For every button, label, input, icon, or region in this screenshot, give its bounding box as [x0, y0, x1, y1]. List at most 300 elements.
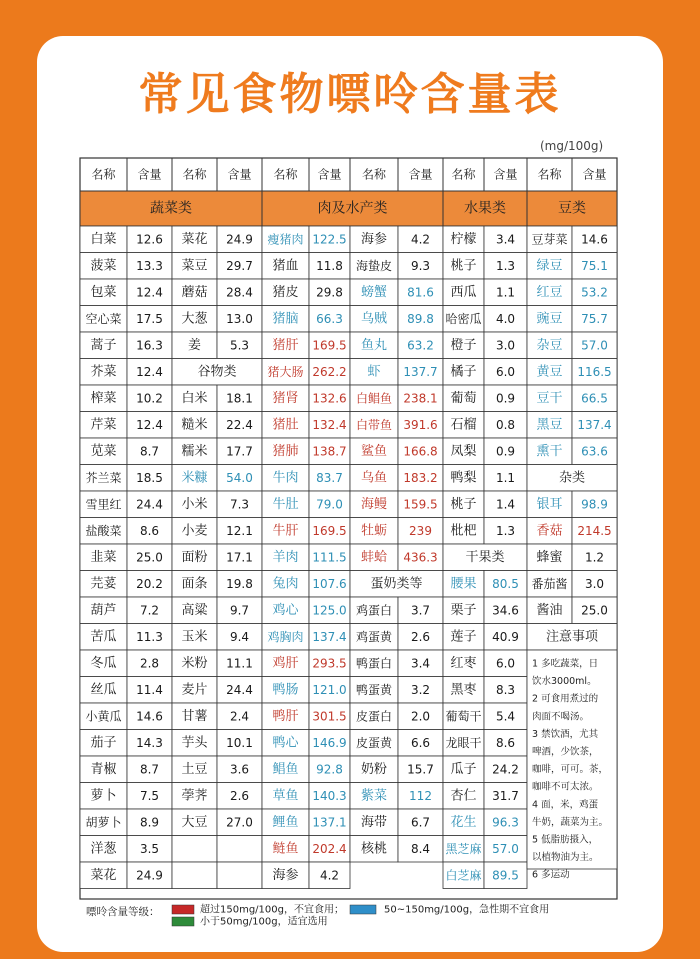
- nut-value: 80.5: [492, 576, 519, 591]
- sea-value: 4.2: [410, 232, 431, 247]
- veg-value: 13.3: [136, 258, 163, 273]
- category-fruit-label: 水果类: [464, 200, 506, 217]
- meat-value: 92.8: [316, 762, 343, 777]
- grain-value: 7.3: [229, 497, 250, 512]
- meat-food: 猪血: [272, 258, 299, 274]
- header-name: 名称: [537, 167, 562, 182]
- nut-value: 8.6: [495, 735, 516, 750]
- nut-value: 96.3: [492, 815, 519, 830]
- veg2-food: 大葱: [181, 311, 208, 327]
- egg-food: 鸭蛋白: [355, 656, 393, 671]
- note-line: 6 多运动: [532, 869, 570, 881]
- sea-value: 238.1: [403, 391, 438, 406]
- grain-name-cell: [172, 862, 217, 889]
- egg-value: 3.2: [410, 682, 431, 697]
- veg-value: 17.5: [136, 311, 163, 326]
- grain-food: 米粉: [181, 655, 208, 671]
- veg2-value: 5.3: [229, 338, 250, 353]
- meat-food: 鲳鱼: [272, 761, 299, 777]
- category-grain-label: 谷物类: [197, 364, 237, 380]
- note-line: 2 可食用煮过的: [532, 693, 599, 705]
- sea-food: 海蛰皮: [355, 258, 393, 273]
- veg-food: 芫荽: [90, 576, 117, 592]
- veg-food: 榨菜: [90, 390, 117, 406]
- note-line: 以植物油为主。: [532, 852, 599, 864]
- grain-value: 12.1: [226, 523, 253, 538]
- veg-value: 12.4: [136, 364, 163, 379]
- nut-value: 40.9: [492, 629, 519, 644]
- meat-food: 草鱼: [272, 788, 299, 804]
- meat-value: 293.5: [312, 656, 347, 671]
- grain-value: 54.0: [226, 470, 253, 485]
- meat-value: 140.3: [312, 788, 347, 803]
- veg-food: 包菜: [90, 284, 117, 300]
- note-line: 4 面，米，鸡蛋: [532, 799, 599, 811]
- meat-value: 121.0: [312, 682, 347, 697]
- nut-value: 34.6: [492, 603, 519, 618]
- misc-value: 25.0: [581, 603, 608, 618]
- legend-green-text: 小于50mg/100g，适宜选用: [200, 916, 328, 928]
- sea-food: 螃蟹: [360, 284, 388, 300]
- grain-food: 糙米: [181, 417, 208, 433]
- meat-value: 169.5: [312, 523, 347, 538]
- veg2-food: 蘑菇: [181, 284, 208, 300]
- sea-food: 鱼丸: [360, 337, 388, 353]
- meat-value: 137.4: [312, 629, 347, 644]
- grain-food: 面粉: [181, 549, 208, 565]
- header-name: 名称: [91, 167, 116, 182]
- fruit-food: 枇杷: [450, 523, 477, 539]
- veg-food: 韭菜: [90, 549, 117, 565]
- sea-value: 183.2: [403, 470, 438, 485]
- nut-value: 89.5: [492, 868, 519, 883]
- fruit-value: 1.3: [495, 523, 516, 538]
- grain-value: 19.8: [226, 576, 253, 591]
- sea-food: 鲨鱼: [360, 443, 388, 459]
- unit-label: (mg/100g): [540, 139, 604, 153]
- grain-food: 小麦: [181, 523, 208, 539]
- legend-green-swatch: [172, 917, 194, 926]
- header-name: 名称: [182, 167, 207, 182]
- note-line: 饮水3000ml。: [532, 676, 597, 688]
- grain-food: 芋头: [181, 735, 208, 751]
- nut-food: 腰果: [450, 576, 477, 592]
- fruit-food: 凤梨: [450, 443, 477, 459]
- sea-value: 137.7: [403, 364, 438, 379]
- nut-food: 黑枣: [450, 682, 477, 698]
- category-misc-label: 杂类: [558, 470, 586, 486]
- bean-food: 黄豆: [536, 364, 563, 380]
- meat-food: 鸡肝: [272, 655, 299, 671]
- veg-value: 14.3: [136, 735, 163, 750]
- veg-value: 11.3: [136, 629, 163, 644]
- meat-value: 137.1: [312, 815, 347, 830]
- fruit-value: 1.4: [495, 497, 516, 512]
- legend-blue-swatch: [350, 905, 376, 914]
- nut-food: 瓜子: [450, 761, 477, 777]
- category-veg-label: 蔬菜类: [150, 200, 192, 217]
- egg-value: 3.7: [410, 603, 431, 618]
- grain-food: 麦片: [181, 682, 208, 698]
- fruit-value: 1.1: [495, 285, 516, 300]
- meat-value: 11.8: [316, 258, 343, 273]
- veg-value: 2.8: [139, 656, 160, 671]
- meat-food: 牛肉: [272, 470, 299, 486]
- header-name: 名称: [361, 167, 387, 182]
- bean-food: 杂豆: [536, 337, 563, 353]
- veg-food: 盐酸菜: [85, 523, 122, 538]
- nut-food: 栗子: [450, 602, 477, 618]
- meat-food: 鸡胸肉: [267, 629, 304, 644]
- header-amount: 含量: [227, 167, 252, 182]
- veg-value: 7.5: [139, 788, 160, 803]
- veg2-value: 24.9: [226, 232, 253, 247]
- nut-food: 黑芝麻: [445, 841, 482, 856]
- egg-value: 2.6: [410, 629, 431, 644]
- fruit-food: 石榴: [450, 417, 477, 433]
- bean-value: 14.6: [581, 232, 608, 247]
- bean-value: 75.1: [581, 258, 608, 273]
- nut-food: 花生: [450, 814, 477, 830]
- sea-food: 海鳗: [360, 496, 388, 512]
- nut-value: 8.3: [495, 682, 516, 697]
- veg-food: 洋葱: [90, 841, 117, 857]
- meat-value: 202.4: [312, 841, 347, 856]
- fruit-value: 0.9: [495, 391, 516, 406]
- fruit-food: 西瓜: [450, 284, 477, 300]
- egg-food: 鸡蛋黄: [355, 629, 393, 644]
- nut-food: 莲子: [450, 629, 477, 645]
- egg-value: 15.7: [407, 762, 434, 777]
- veg-food: 白菜: [90, 231, 117, 247]
- meat-value: 146.9: [312, 735, 347, 750]
- bean-food: 熏干: [536, 443, 563, 459]
- sea-food: 蚌蛤: [360, 549, 388, 565]
- fruit-food: 桃子: [450, 258, 477, 274]
- grain-value: 10.1: [226, 735, 253, 750]
- grain-food: 甘薯: [181, 708, 208, 724]
- bean-food: 豆干: [536, 390, 563, 406]
- fruit-value: 6.0: [495, 364, 516, 379]
- misc-value: 214.5: [577, 523, 612, 538]
- sea-food: 海参: [360, 231, 388, 247]
- bean-value: 57.0: [581, 338, 608, 353]
- grain-amount-cell: [217, 836, 262, 863]
- veg-value: 20.2: [136, 576, 163, 591]
- grain-food: 小米: [181, 496, 208, 512]
- grain-value: 17.1: [226, 550, 253, 565]
- grain-value: 24.4: [226, 682, 253, 697]
- grain-food: 面条: [181, 576, 208, 592]
- meat-value: 4.2: [319, 868, 340, 883]
- meat-food: 猪肚: [272, 417, 299, 433]
- header-amount: 含量: [408, 167, 433, 182]
- veg-value: 7.2: [139, 603, 160, 618]
- veg-value: 18.5: [136, 470, 163, 485]
- egg-food: 奶粉: [360, 761, 388, 777]
- meat-food: 猪大肠: [267, 364, 304, 379]
- category-bean-label: 豆类: [558, 200, 586, 217]
- note-line: 1 多吃蔬菜，日: [532, 658, 599, 670]
- meat-value: 83.7: [316, 470, 343, 485]
- bean-food: 红豆: [536, 284, 563, 300]
- category-nut-label: 干果类: [465, 549, 505, 565]
- veg-value: 8.7: [139, 444, 160, 459]
- sea-value: 81.6: [407, 285, 434, 300]
- grain-value: 2.4: [229, 709, 250, 724]
- veg-food: 菠菜: [90, 258, 117, 274]
- meat-value: 262.2: [312, 364, 347, 379]
- nut-food: 白芝麻: [445, 868, 482, 883]
- nut-food: 杏仁: [450, 788, 477, 804]
- grain-value: 11.1: [226, 656, 253, 671]
- fruit-value: 3.4: [495, 232, 516, 247]
- meat-value: 66.3: [316, 311, 343, 326]
- meat-food: 羊肉: [272, 549, 299, 565]
- meat-food: 猪脑: [272, 311, 299, 327]
- grain-food: 白米: [181, 390, 208, 406]
- sea-value: 63.2: [407, 338, 434, 353]
- meat-value: 111.5: [312, 550, 347, 565]
- grain-value: 18.1: [226, 391, 253, 406]
- veg2-food: 菜花: [181, 231, 208, 247]
- meat-food: 猪肝: [272, 337, 299, 353]
- veg-value: 8.9: [139, 815, 160, 830]
- egg-food: 海带: [360, 814, 388, 830]
- grain-food: 高粱: [181, 602, 208, 618]
- sea-food: 白带鱼: [355, 417, 393, 432]
- meat-food: 猪肾: [272, 390, 299, 406]
- sea-food: 乌鱼: [360, 470, 388, 486]
- meat-food: 鸡心: [272, 602, 299, 618]
- grain-value: 9.4: [229, 629, 250, 644]
- fruit-food: 柠檬: [450, 231, 477, 247]
- category-meat-label: 肉及水产类: [317, 200, 388, 217]
- grain-food: 荸荠: [181, 788, 208, 804]
- fruit-value: 3.0: [495, 338, 516, 353]
- meat-value: 132.4: [312, 417, 347, 432]
- note-line: 咖啡，可可。茶，: [532, 764, 609, 776]
- veg-food: 雪里红: [85, 497, 122, 512]
- nut-food: 葡萄干: [445, 709, 482, 724]
- egg-food: 紫菜: [360, 788, 388, 804]
- veg-food: 菜花: [90, 867, 117, 883]
- meat-food: 鸭肝: [272, 708, 299, 724]
- misc-food: 番茄酱: [531, 576, 568, 591]
- veg2-value: 28.4: [226, 285, 253, 300]
- meat-food: 牛肝: [272, 523, 299, 539]
- sea-food: 白鲳鱼: [355, 391, 393, 406]
- legend-red-swatch: [172, 905, 194, 914]
- veg-value: 11.4: [136, 682, 163, 697]
- veg-food: 芥菜: [90, 364, 117, 380]
- sea-value: 89.8: [407, 311, 434, 326]
- meat-value: 301.5: [312, 709, 347, 724]
- legend-blue-text: 50~150mg/100g，急性期不宜食用: [384, 904, 550, 916]
- egg-value: 8.4: [410, 841, 431, 856]
- nut-value: 5.4: [495, 709, 516, 724]
- meat-food: 海参: [272, 867, 299, 883]
- veg2-food: 姜: [187, 337, 202, 353]
- veg-food: 青椒: [90, 761, 117, 777]
- meat-value: 79.0: [316, 497, 343, 512]
- header-name: 名称: [451, 167, 476, 182]
- misc-value: 98.9: [581, 497, 608, 512]
- header-name: 名称: [273, 167, 298, 182]
- veg-value: 24.9: [136, 868, 163, 883]
- nut-value: 24.2: [492, 762, 519, 777]
- meat-value: 132.6: [312, 391, 347, 406]
- meat-value: 122.5: [312, 232, 347, 247]
- veg-food: 苋菜: [90, 443, 117, 459]
- note-line: 啤酒，少饮茶，: [532, 746, 599, 758]
- bean-value: 137.4: [577, 417, 612, 432]
- nut-food: 红枣: [450, 655, 477, 671]
- header-amount: 含量: [317, 167, 342, 182]
- egg-food: 皮蛋白: [355, 709, 393, 724]
- sea-value: 391.6: [403, 417, 438, 432]
- egg-value: 112: [409, 788, 432, 803]
- note-line: 肉面不喝汤。: [532, 711, 590, 723]
- grain-name-cell: [172, 836, 217, 863]
- bean-value: 53.2: [581, 285, 608, 300]
- bean-food: 黑豆: [536, 417, 563, 433]
- veg-food: 小黄瓜: [85, 709, 122, 724]
- page-title: 常见食物嘌呤含量表: [138, 69, 562, 120]
- misc-food: 酱油: [536, 602, 563, 618]
- bean-value: 63.6: [581, 444, 608, 459]
- misc-food: 香菇: [536, 523, 563, 539]
- veg-value: 25.0: [136, 550, 163, 565]
- fruit-value: 1.3: [495, 258, 516, 273]
- fruit-value: 0.8: [495, 417, 516, 432]
- veg-food: 芥兰菜: [85, 470, 122, 485]
- grain-value: 17.7: [226, 444, 253, 459]
- sea-food: 虾: [367, 364, 381, 380]
- header-amount: 含量: [137, 167, 162, 182]
- veg-value: 14.6: [136, 709, 163, 724]
- meat-food: 鲢鱼: [272, 841, 299, 857]
- sea-value: 436.3: [403, 550, 438, 565]
- legend-label: 嘌呤含量等级：: [86, 906, 160, 918]
- fruit-food: 哈密瓜: [445, 311, 482, 326]
- meat-value: 125.0: [312, 603, 347, 618]
- meat-value: 169.5: [312, 338, 347, 353]
- fruit-value: 1.1: [495, 470, 516, 485]
- fruit-food: 鸭梨: [450, 470, 477, 486]
- fruit-food: 桃子: [450, 496, 477, 512]
- misc-value: 1.2: [584, 550, 605, 565]
- meat-food: 鸭心: [272, 735, 299, 751]
- sea-value: 9.3: [410, 258, 431, 273]
- meat-food: 兔肉: [272, 576, 299, 592]
- note-line: 3 禁饮酒，尤其: [532, 728, 599, 740]
- meat-food: 猪皮: [272, 284, 299, 300]
- egg-food: 核桃: [360, 841, 388, 857]
- fruit-value: 0.9: [495, 444, 516, 459]
- sea-value: 159.5: [403, 497, 438, 512]
- sea-value: 239: [409, 523, 432, 538]
- grain-food: 米糠: [181, 470, 208, 486]
- meat-food: 牛肚: [272, 496, 299, 512]
- grain-value: 27.0: [226, 815, 253, 830]
- meat-food: 猪肺: [272, 443, 299, 459]
- bean-food: 豆芽菜: [531, 232, 568, 247]
- fruit-food: 葡萄: [450, 390, 477, 406]
- note-line: 牛奶，蔬菜为主。: [532, 816, 609, 828]
- veg-value: 12.4: [136, 417, 163, 432]
- egg-value: 2.0: [410, 709, 431, 724]
- grain-food: 大豆: [181, 814, 208, 830]
- fruit-food: 橙子: [450, 337, 477, 353]
- meat-food: 鸭肠: [272, 682, 299, 698]
- egg-food: 皮蛋黄: [355, 735, 393, 750]
- misc-food: 银耳: [536, 496, 563, 512]
- egg-food: 鸡蛋白: [355, 603, 393, 618]
- veg-food: 空心菜: [85, 311, 122, 326]
- grain-food: 玉米: [181, 629, 208, 645]
- veg2-food: 菜豆: [181, 258, 208, 274]
- meat-food: 鲤鱼: [272, 814, 299, 830]
- veg-food: 芹菜: [90, 417, 117, 433]
- grain-amount-cell: [217, 862, 262, 889]
- veg-food: 胡萝卜: [85, 815, 122, 830]
- header-amount: 含量: [582, 167, 607, 182]
- veg-food: 苦瓜: [90, 629, 117, 645]
- veg-food: 萝卜: [90, 788, 117, 804]
- meat-value: 107.6: [312, 576, 347, 591]
- nut-value: 6.0: [495, 656, 516, 671]
- nut-value: 31.7: [492, 788, 519, 803]
- category-egg-label: 蛋奶类等: [370, 576, 423, 592]
- bean-food: 豌豆: [536, 311, 563, 327]
- grain-value: 9.7: [229, 603, 250, 618]
- sea-value: 166.8: [403, 444, 438, 459]
- category-notes-label: 注意事项: [545, 629, 599, 645]
- veg-value: 3.5: [139, 841, 160, 856]
- fruit-value: 4.0: [495, 311, 516, 326]
- sea-food: 乌贼: [360, 311, 388, 327]
- sea-food: 牡蛎: [360, 523, 388, 539]
- meat-value: 138.7: [312, 444, 347, 459]
- note-line: 咖啡不可太浓。: [532, 781, 599, 793]
- veg-value: 12.6: [136, 232, 163, 247]
- meat-value: 29.8: [316, 285, 343, 300]
- grain-value: 2.6: [229, 788, 250, 803]
- egg-value: 6.7: [410, 815, 431, 830]
- egg-value: 3.4: [410, 656, 431, 671]
- bean-food: 绿豆: [536, 258, 563, 274]
- veg-value: 24.4: [136, 497, 163, 512]
- meat-food: 瘦猪肉: [267, 232, 304, 247]
- veg-value: 10.2: [136, 391, 163, 406]
- legend-red-text: 超过150mg/100g，不宜食用；: [200, 904, 344, 916]
- nut-food: 龙眼干: [445, 735, 482, 750]
- egg-value: 6.6: [410, 735, 431, 750]
- note-line: 5 低脂肪摄入，: [532, 834, 599, 846]
- grain-food: 土豆: [181, 761, 208, 777]
- bean-value: 116.5: [577, 364, 612, 379]
- veg2-value: 29.7: [226, 258, 253, 273]
- egg-food: 鸭蛋黄: [355, 682, 393, 697]
- veg-value: 12.4: [136, 285, 163, 300]
- veg-value: 16.3: [136, 338, 163, 353]
- veg-food: 葫芦: [90, 602, 117, 618]
- nut-value: 57.0: [492, 841, 519, 856]
- veg2-value: 13.0: [226, 311, 253, 326]
- veg-value: 8.6: [139, 523, 160, 538]
- veg-food: 丝瓜: [90, 682, 117, 698]
